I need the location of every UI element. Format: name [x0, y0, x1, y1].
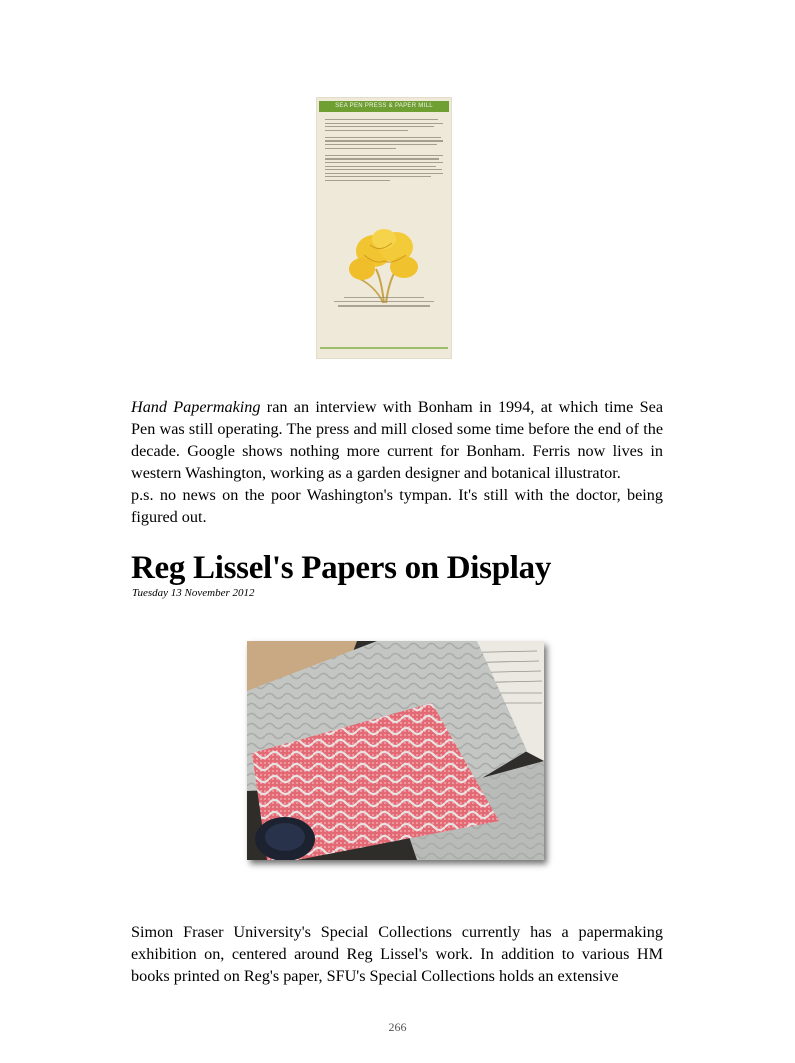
broadside-banner: SEA PEN PRESS & PAPER MILL: [319, 101, 449, 112]
postscript: p.s. no news on the poor Washington's tympan. It's still with the doctor, being figured out.: [131, 486, 663, 526]
broadside-caption: [334, 297, 434, 310]
publication-title: Hand Papermaking: [131, 398, 261, 416]
broadside-image: [316, 97, 452, 359]
paragraph-hand-papermaking: [131, 396, 663, 528]
embossed-papers-photo: [247, 641, 544, 860]
post-date: Tuesday 13 November 2012: [132, 587, 255, 599]
flower-illustration: [346, 225, 422, 305]
page-number: 266: [388, 1020, 407, 1034]
paragraph-sfu-collections: Simon Fraser University's Special Collections currently has a papermaking exhibition on, centered around Reg Lissel's work. In addition to various HM books printed on Reg's paper, SFU's Special Collections holds an extensive: [131, 923, 663, 985]
paragraph-body: ran an interview with Bonham in 1994, at which time Sea Pen was still operating. The press and mill closed some time before the end of the decade. Google shows nothing more current for Bonham. Ferris now lives in western Washington, working as a garden designer and botanical illustrator.: [131, 398, 664, 482]
broadside-text-block: [325, 119, 443, 219]
broadside-footer-rule: [320, 347, 448, 349]
post-title: Reg Lissel's Papers on Display: [131, 550, 552, 586]
